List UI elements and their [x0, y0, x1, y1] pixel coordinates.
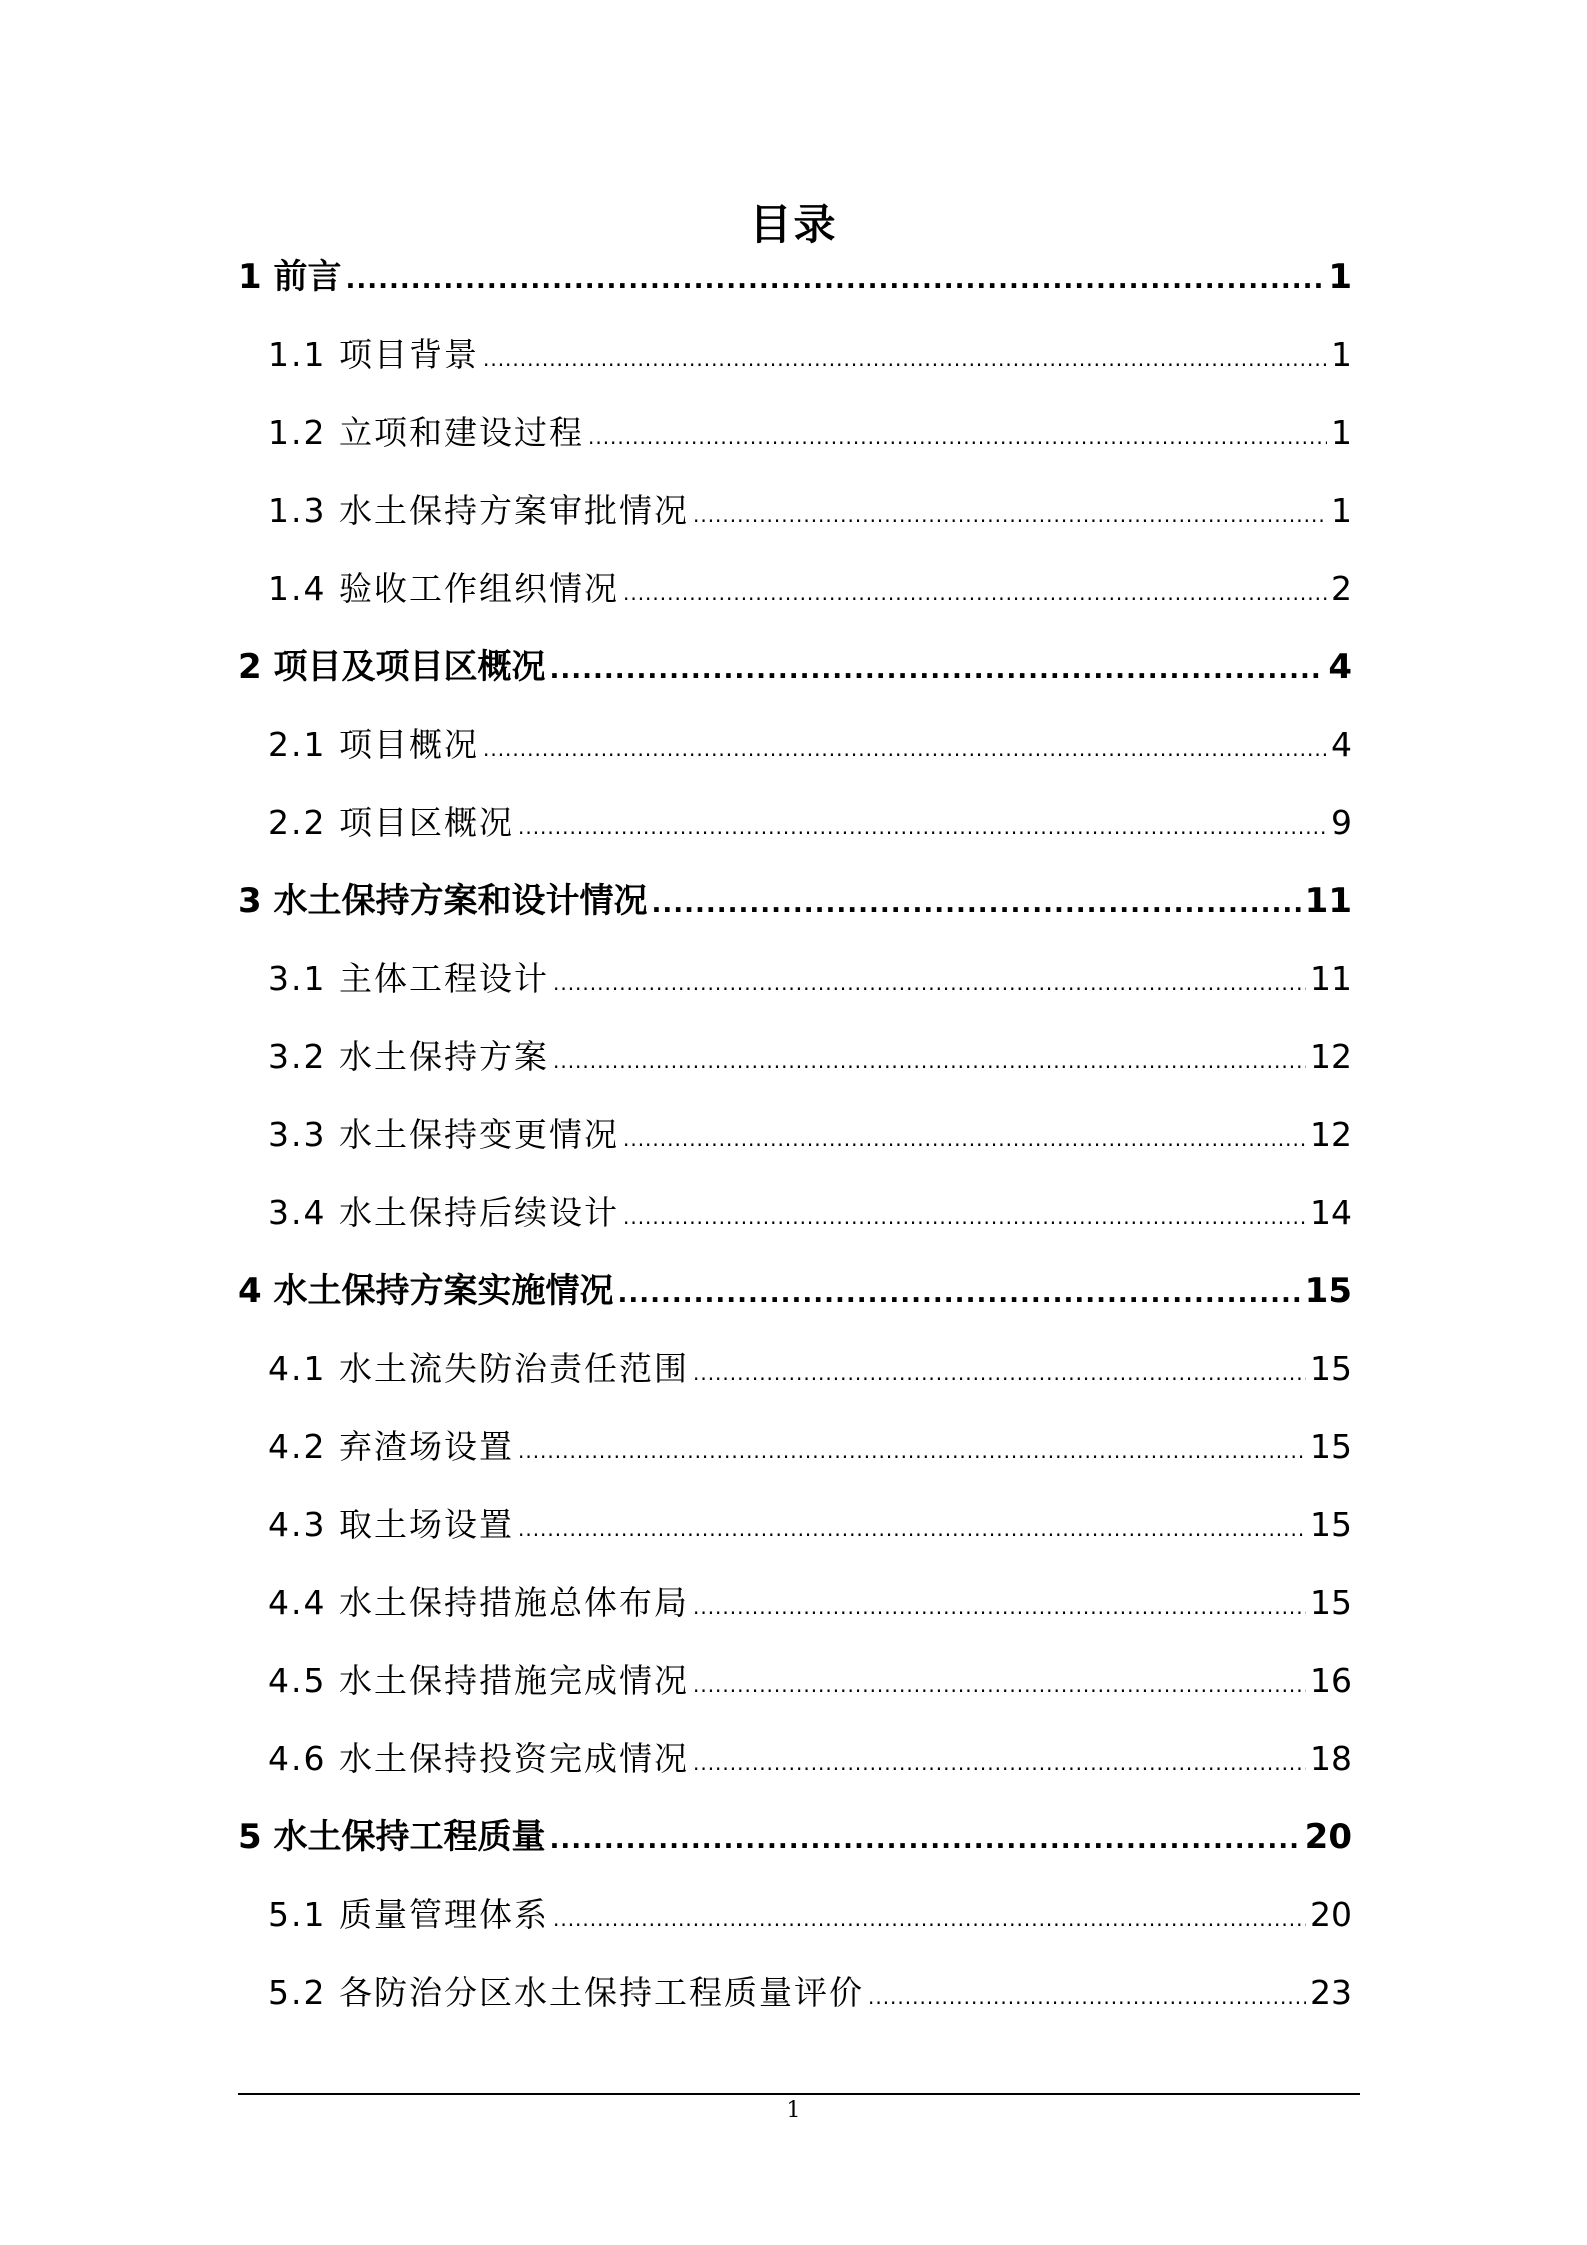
toc-section-entry[interactable]	[238, 1408, 1352, 1486]
toc-entry-page: 15	[1304, 1271, 1352, 1311]
toc-entry-page: 1	[1328, 257, 1352, 297]
toc-entry-label: 3.1 主体工程设计	[268, 959, 549, 998]
toc-entry-label: 4.2 弃渣场设置	[268, 1427, 514, 1466]
toc-chapter-entry[interactable]	[238, 1252, 1352, 1330]
toc-dot-leader	[623, 1100, 1306, 1178]
toc-section-entry[interactable]	[238, 1486, 1352, 1564]
toc-entry-page: 18	[1310, 1739, 1352, 1778]
toc-dot-leader	[693, 1334, 1306, 1412]
toc-section-entry[interactable]	[238, 784, 1352, 862]
toc-entry-page: 23	[1310, 1973, 1352, 2012]
toc-entry-page: 15	[1310, 1427, 1352, 1466]
toc-section-entry[interactable]	[238, 316, 1352, 394]
toc-section-entry[interactable]	[238, 550, 1352, 628]
footer-divider	[238, 2093, 1360, 2095]
toc-dot-leader	[550, 1801, 1301, 1879]
toc-chapter-entry[interactable]	[238, 862, 1352, 940]
toc-entry-page: 4	[1331, 725, 1352, 764]
toc-chapter-entry[interactable]	[238, 238, 1352, 316]
toc-entry-label: 3.2 水土保持方案	[268, 1037, 549, 1076]
toc-entry-label: 4.1 水土流失防治责任范围	[268, 1349, 689, 1388]
toc-entry-page: 20	[1304, 1817, 1352, 1857]
toc-entry-page: 15	[1310, 1583, 1352, 1622]
toc-section-entry[interactable]	[238, 706, 1352, 784]
toc-dot-leader	[618, 1255, 1301, 1333]
toc-section-entry[interactable]	[238, 1642, 1352, 1720]
toc-entry-page: 1	[1331, 335, 1352, 374]
toc-dot-leader	[346, 241, 1325, 319]
toc-dot-leader	[518, 788, 1327, 866]
toc-entry-label: 4.3 取土场设置	[268, 1505, 514, 1544]
toc-dot-leader	[483, 710, 1327, 788]
toc-entry-page: 12	[1310, 1037, 1352, 1076]
toc-entry-label: 1.2 立项和建设过程	[268, 413, 584, 452]
toc-entry-page: 12	[1310, 1115, 1352, 1154]
toc-entry-page: 2	[1331, 569, 1352, 608]
toc-entry-page: 15	[1310, 1349, 1352, 1388]
toc-section-entry[interactable]	[238, 1018, 1352, 1096]
toc-section-entry[interactable]	[238, 1330, 1352, 1408]
toc-entry-page: 4	[1328, 647, 1352, 687]
toc-dot-leader	[518, 1412, 1306, 1490]
toc-dot-leader	[588, 398, 1327, 476]
toc-entry-page: 11	[1310, 959, 1352, 998]
toc-dot-leader	[623, 1178, 1306, 1256]
toc-dot-leader	[483, 320, 1327, 398]
toc-section-entry[interactable]	[238, 472, 1352, 550]
toc-entry-page: 14	[1310, 1193, 1352, 1232]
toc-entry-label: 4.6 水土保持投资完成情况	[268, 1739, 689, 1778]
toc-entry-label: 3.4 水土保持后续设计	[268, 1193, 619, 1232]
toc-entry-page: 1	[1331, 413, 1352, 452]
toc-dot-leader	[868, 1958, 1306, 2036]
toc-dot-leader	[693, 1646, 1306, 1724]
toc-entry-label: 5.2 各防治分区水土保持工程质量评价	[268, 1973, 864, 2012]
toc-dot-leader	[693, 476, 1327, 554]
toc-entry-page: 15	[1310, 1505, 1352, 1544]
toc-entry-label: 1.4 验收工作组织情况	[268, 569, 619, 608]
toc-title: 目录	[749, 200, 838, 249]
toc-entry-label: 4.4 水土保持措施总体布局	[268, 1583, 689, 1622]
toc-dot-leader	[550, 631, 1325, 709]
toc-dot-leader	[693, 1724, 1306, 1802]
toc-dot-leader	[553, 1880, 1306, 1958]
toc-entry-label: 2 项目及项目区概况	[238, 647, 546, 687]
toc-entry-label: 1 前言	[238, 257, 342, 297]
toc-entry-label: 1.1 项目背景	[268, 335, 479, 374]
toc-entry-page: 11	[1304, 881, 1352, 921]
toc-entry-label: 4.5 水土保持措施完成情况	[268, 1661, 689, 1700]
toc-entry-label: 3 水土保持方案和设计情况	[238, 881, 648, 921]
toc-section-entry[interactable]	[238, 394, 1352, 472]
toc-entry-page: 20	[1310, 1895, 1352, 1934]
toc-dot-leader	[553, 1022, 1306, 1100]
toc-section-entry[interactable]	[238, 1096, 1352, 1174]
toc-section-entry[interactable]	[238, 1564, 1352, 1642]
toc-chapter-entry[interactable]	[238, 1798, 1352, 1876]
toc-dot-leader	[652, 865, 1301, 943]
toc-dot-leader	[623, 554, 1327, 632]
toc-entry-label: 2.2 项目区概况	[268, 803, 514, 842]
toc-dot-leader	[553, 944, 1306, 1022]
toc-entry-label: 5.1 质量管理体系	[268, 1895, 549, 1934]
toc-dot-leader	[518, 1490, 1306, 1568]
toc-entry-label: 4 水土保持方案实施情况	[238, 1271, 614, 1311]
toc-entry-label: 3.3 水土保持变更情况	[268, 1115, 619, 1154]
toc-entry-page: 9	[1331, 803, 1352, 842]
footer-page-number: 1	[786, 2098, 801, 2123]
table-of-contents	[238, 238, 1352, 2032]
toc-section-entry[interactable]	[238, 1954, 1352, 2032]
toc-entry-label: 5 水土保持工程质量	[238, 1817, 546, 1857]
toc-chapter-entry[interactable]	[238, 628, 1352, 706]
toc-entry-page: 16	[1310, 1661, 1352, 1700]
toc-section-entry[interactable]	[238, 1174, 1352, 1252]
toc-entry-label: 1.3 水土保持方案审批情况	[268, 491, 689, 530]
toc-section-entry[interactable]	[238, 1876, 1352, 1954]
toc-dot-leader	[693, 1568, 1306, 1646]
toc-section-entry[interactable]	[238, 940, 1352, 1018]
toc-entry-page: 1	[1331, 491, 1352, 530]
toc-section-entry[interactable]	[238, 1720, 1352, 1798]
toc-entry-label: 2.1 项目概况	[268, 725, 479, 764]
